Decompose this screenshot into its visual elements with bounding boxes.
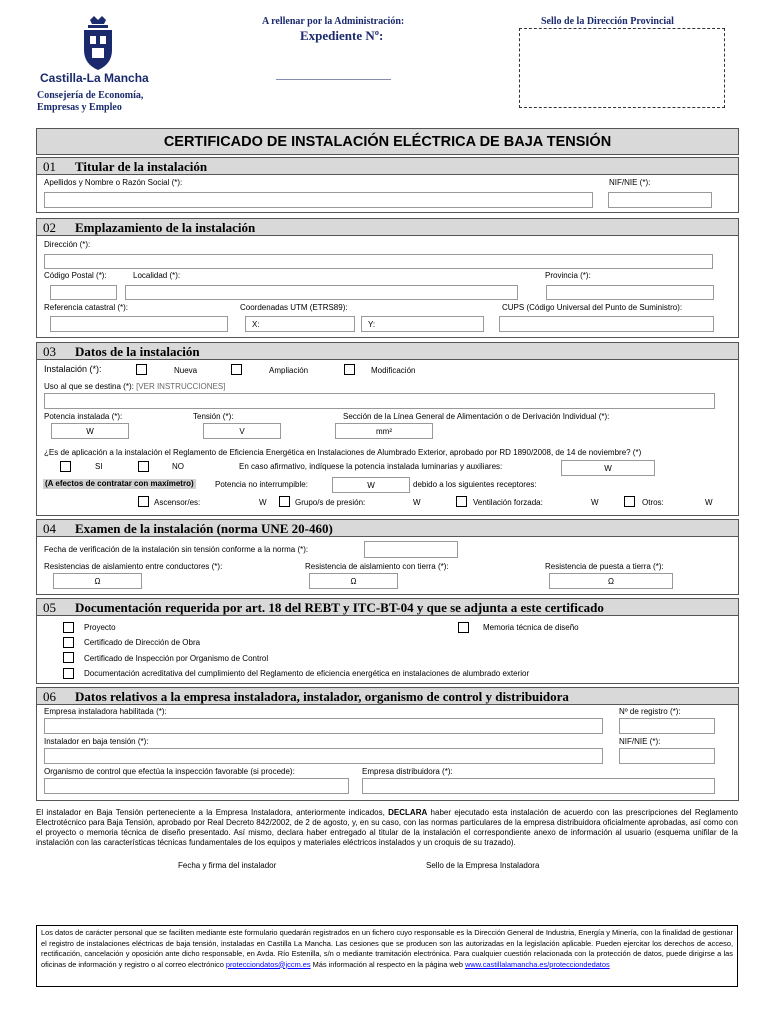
expediente-field[interactable]: _______________________ bbox=[276, 70, 391, 81]
res-puesta-label: Resistencia de puesta a tierra (*): bbox=[545, 562, 664, 571]
registro-input[interactable] bbox=[619, 718, 715, 734]
form-title-bar bbox=[36, 128, 739, 155]
tension-label: Tensión (*): bbox=[193, 412, 234, 421]
memoria-checkbox[interactable] bbox=[458, 622, 469, 633]
modificacion-label: Modificación bbox=[371, 366, 416, 375]
section-05-header bbox=[36, 598, 739, 616]
cups-label: CUPS (Código Universal del Punto de Suministro): bbox=[502, 303, 683, 312]
utm-label: Coordenadas UTM (ETRS89): bbox=[240, 303, 348, 312]
section-06-header bbox=[36, 687, 739, 705]
privacy-web-link[interactable]: www.castillalamancha.es/protecciondedatos bbox=[465, 959, 610, 969]
res-tierra-unit: Ω bbox=[350, 576, 357, 586]
uso-label bbox=[44, 382, 225, 392]
afirmativo-label: En caso afirmativo, indíquese la potencia instalada luminarias y auxiliares: bbox=[239, 462, 503, 471]
stamp-box bbox=[519, 28, 725, 108]
cups-input[interactable] bbox=[499, 316, 714, 332]
logo-text: Castilla-La Mancha bbox=[40, 71, 149, 85]
section-01-header bbox=[36, 157, 739, 175]
tension-input[interactable] bbox=[203, 423, 281, 439]
section-01-title: Titular de la instalación bbox=[75, 159, 208, 174]
declaration-text bbox=[36, 808, 738, 848]
utm-x-prefix: X: bbox=[252, 320, 260, 329]
provincia-label: Provincia (*): bbox=[545, 271, 591, 280]
sello-empresa-label: Sello de la Empresa Instaladora bbox=[426, 861, 540, 870]
utm-x-input[interactable] bbox=[245, 316, 355, 332]
nueva-checkbox[interactable] bbox=[136, 364, 147, 375]
receptores-label: debido a los siguientes receptores: bbox=[413, 480, 537, 489]
grupo-unit: W bbox=[413, 498, 421, 507]
otros-label: Otros: bbox=[642, 498, 664, 507]
no-interrumpible-input[interactable] bbox=[332, 477, 410, 493]
res-tierra-input[interactable] bbox=[309, 573, 398, 589]
stamp-label: Sello de la Dirección Provincial bbox=[541, 16, 674, 27]
privacy-notice bbox=[36, 925, 738, 987]
tension-unit: V bbox=[239, 426, 245, 436]
distribuidora-input[interactable] bbox=[362, 778, 715, 794]
titular-name-input[interactable] bbox=[44, 192, 593, 208]
instalador-nif-input[interactable] bbox=[619, 748, 715, 764]
ampliacion-label: Ampliación bbox=[269, 366, 309, 375]
department-line-2: Empresas y Empleo bbox=[37, 102, 122, 113]
res-conductores-unit: Ω bbox=[94, 576, 101, 586]
utm-y-prefix: Y: bbox=[368, 320, 376, 329]
instalador-nif-label: NIF/NIE (*): bbox=[619, 737, 661, 746]
potencia-unit: W bbox=[86, 426, 94, 436]
no-interrumpible-unit: W bbox=[367, 480, 375, 490]
catastral-label: Referencia catastral (*): bbox=[44, 303, 129, 312]
res-puesta-input[interactable] bbox=[549, 573, 673, 589]
department-line-1: Consejería de Economía, bbox=[37, 90, 144, 101]
no-checkbox[interactable] bbox=[138, 461, 149, 472]
grupo-label: Grupo/s de presión: bbox=[295, 498, 366, 507]
uso-label-text: Uso al que se destina (*): bbox=[44, 382, 134, 391]
form-title: CERTIFICADO DE INSTALACIÓN ELÉCTRICA DE BAJA TENSIÓN bbox=[163, 133, 612, 150]
empresa-label: Empresa instaladora habilitada (*): bbox=[44, 707, 167, 716]
grupo-checkbox[interactable] bbox=[279, 496, 290, 507]
titular-nif-input[interactable] bbox=[608, 192, 712, 208]
ascensor-checkbox[interactable] bbox=[138, 496, 149, 507]
si-label: SI bbox=[95, 462, 103, 471]
firma-label: Fecha y firma del instalador bbox=[178, 861, 277, 870]
potencia-input[interactable] bbox=[51, 423, 129, 439]
section-03-header bbox=[36, 342, 739, 360]
proyecto-checkbox[interactable] bbox=[63, 622, 74, 633]
nueva-label: Nueva bbox=[174, 366, 198, 375]
organismo-label: Organismo de control que efectúa la inspección favorable (si procede): bbox=[44, 767, 295, 776]
section-06-number: 06 bbox=[43, 689, 56, 704]
admin-note: A rellenar por la Administración: bbox=[262, 16, 405, 27]
res-tierra-label: Resistencia de aislamiento con tierra (*): bbox=[305, 562, 449, 571]
proyecto-label: Proyecto bbox=[84, 623, 116, 632]
section-02-title: Emplazamiento de la instalación bbox=[75, 220, 256, 235]
eficiencia-doc-label: Documentación acreditativa del cumplimiento del Reglamento de eficiencia energética en instalaciones de alumbrado exterior bbox=[84, 669, 530, 678]
empresa-input[interactable] bbox=[44, 718, 603, 734]
direccion-input[interactable] bbox=[44, 254, 713, 269]
instalacion-label: Instalación (*): bbox=[44, 364, 102, 374]
uso-hint: [VER INSTRUCCIONES] bbox=[136, 382, 226, 391]
section-05-title: Documentación requerida por art. 18 del REBT y ITC-BT-04 y que se adjunta a este certificado bbox=[75, 600, 604, 615]
declaration-post: haber ejecutado esta instalación de acuerdo con las prescripciones del Reglamento Electrotécnico para Baja Tensión, aprobado por Real Decreto 842/2002, de 2 de agosto, y, en su caso, con las normas particulares de la empresa distribuidora oficialmente aprobadas, así como con el proyecto o memoria técnica de diseño presentado. Así mismo, declara haber entregado al titular de la instalación el correspondiente anexo de información al usuario (esquema unifilar de la instalación con las características técnicas fundamentales de los equipos y materiales eléctricos instalados y un croquis de su trazado). bbox=[36, 808, 738, 847]
ventilacion-checkbox[interactable] bbox=[456, 496, 467, 507]
contratar-label: (A efectos de contratar con maxímetro) bbox=[45, 479, 194, 488]
section-03-title: Datos de la instalación bbox=[75, 344, 200, 359]
memoria-label: Memoria técnica de diseño bbox=[483, 623, 579, 632]
uso-input[interactable] bbox=[44, 393, 715, 409]
no-interrumpible-label: Potencia no interrumpible: bbox=[215, 480, 308, 489]
codigo-postal-label: Código Postal (*): bbox=[44, 271, 107, 280]
privacy-email-link[interactable]: protecciondatos@jccm.es bbox=[225, 959, 311, 969]
localidad-label: Localidad (*): bbox=[133, 271, 181, 280]
eficiencia-doc-checkbox[interactable] bbox=[63, 668, 74, 679]
codigo-postal-input[interactable] bbox=[50, 285, 117, 300]
provincia-input[interactable] bbox=[546, 285, 714, 300]
titular-name-label: Apellidos y Nombre o Razón Social (*): bbox=[44, 178, 183, 187]
distribuidora-label: Empresa distribuidora (*): bbox=[362, 767, 453, 776]
section-04-number: 04 bbox=[43, 521, 56, 536]
afirmativo-unit: W bbox=[604, 463, 612, 473]
section-05-number: 05 bbox=[43, 600, 56, 615]
inspeccion-checkbox[interactable] bbox=[63, 652, 74, 663]
catastral-input[interactable] bbox=[50, 316, 228, 332]
section-03-number: 03 bbox=[43, 344, 56, 359]
ascensor-label: Ascensor/es: bbox=[154, 498, 201, 507]
res-conductores-input[interactable] bbox=[53, 573, 142, 589]
potencia-label: Potencia instalada (*): bbox=[44, 412, 123, 421]
seccion-unit: mm² bbox=[376, 426, 392, 436]
si-checkbox[interactable] bbox=[60, 461, 71, 472]
ascensor-unit: W bbox=[259, 498, 267, 507]
direccion-obra-checkbox[interactable] bbox=[63, 637, 74, 648]
no-label: NO bbox=[172, 462, 184, 471]
privacy-text: Los datos de carácter personal que se faciliten mediante este formulario quedarán registrados en un fichero cuyo responsable es la Dirección General de Industria, Energía y Minería, con la finalidad de gestionar el registro de instalaciones eléctricas de baja tensión, instaladas en Castilla La Mancha. Las cesiones que se producen son las autorizadas en la legislación aplicable. Pueden ejercitar los derechos de acceso, rectificación, cancelación y oposición ante dicho responsable, en Avda. Río Estenilla, s/n o mediante tramitación electrónica. Para cualquier cuestión relacionada con la protección de datos, puede dirigirse a las oficinas de información y registro o al correo electrónico bbox=[41, 928, 733, 969]
direccion-label: Dirección (*): bbox=[44, 240, 91, 249]
inspeccion-label: Certificado de Inspección por Organismo de Control bbox=[84, 654, 269, 663]
fecha-verificacion-input[interactable] bbox=[364, 541, 458, 558]
section-01-number: 01 bbox=[43, 159, 56, 174]
section-02-number: 02 bbox=[43, 220, 56, 235]
titular-nif-label: NIF/NIE (*): bbox=[609, 178, 651, 187]
section-02-header bbox=[36, 218, 739, 236]
localidad-input[interactable] bbox=[125, 285, 518, 300]
privacy-more: Más información al respecto en la página web bbox=[310, 959, 466, 969]
res-conductores-label: Resistencias de aislamiento entre conductores (*): bbox=[44, 562, 223, 571]
eficiencia-question: ¿Es de aplicación a la instalación el Reglamento de Eficiencia Energética en Instalaciones de Alumbrado Exterior, aprobado por RD 1890/2008, de 14 de noviembre? (*) bbox=[44, 448, 642, 457]
res-puesta-unit: Ω bbox=[608, 576, 614, 586]
seccion-input[interactable] bbox=[335, 423, 433, 439]
otros-unit: W bbox=[705, 498, 713, 507]
afirmativo-input[interactable] bbox=[561, 460, 655, 476]
direccion-obra-label: Certificado de Dirección de Obra bbox=[84, 638, 201, 647]
section-06-title: Datos relativos a la empresa instaladora, instalador, organismo de control y distribuidora bbox=[75, 689, 569, 704]
section-04-header bbox=[36, 519, 739, 537]
coat-of-arms-logo bbox=[80, 14, 116, 72]
section-04-title: Examen de la instalación (norma UNE 20-460) bbox=[75, 521, 333, 536]
otros-checkbox[interactable] bbox=[624, 496, 635, 507]
modificacion-checkbox[interactable] bbox=[344, 364, 355, 375]
seccion-label: Sección de la Línea General de Alimentación o de Derivación Individual (*): bbox=[343, 412, 610, 421]
ventilacion-unit: W bbox=[591, 498, 599, 507]
ventilacion-label: Ventilación forzada: bbox=[473, 498, 543, 507]
registro-label: Nº de registro (*): bbox=[619, 707, 681, 716]
instalador-input[interactable] bbox=[44, 748, 603, 764]
instalador-label: Instalador en baja tensión (*): bbox=[44, 737, 149, 746]
declaration-pre: El instalador en Baja Tensión perteneciente a la Empresa Instaladora, anteriormente indicados, bbox=[36, 808, 389, 817]
organismo-input[interactable] bbox=[44, 778, 349, 794]
declaration-declara: DECLARA bbox=[388, 808, 428, 817]
ampliacion-checkbox[interactable] bbox=[231, 364, 242, 375]
fecha-verificacion-label: Fecha de verificación de la instalación sin tensión conforme a la norma (*): bbox=[44, 545, 309, 554]
utm-y-input[interactable] bbox=[361, 316, 484, 332]
expediente-label: Expediente Nº: bbox=[300, 28, 384, 43]
